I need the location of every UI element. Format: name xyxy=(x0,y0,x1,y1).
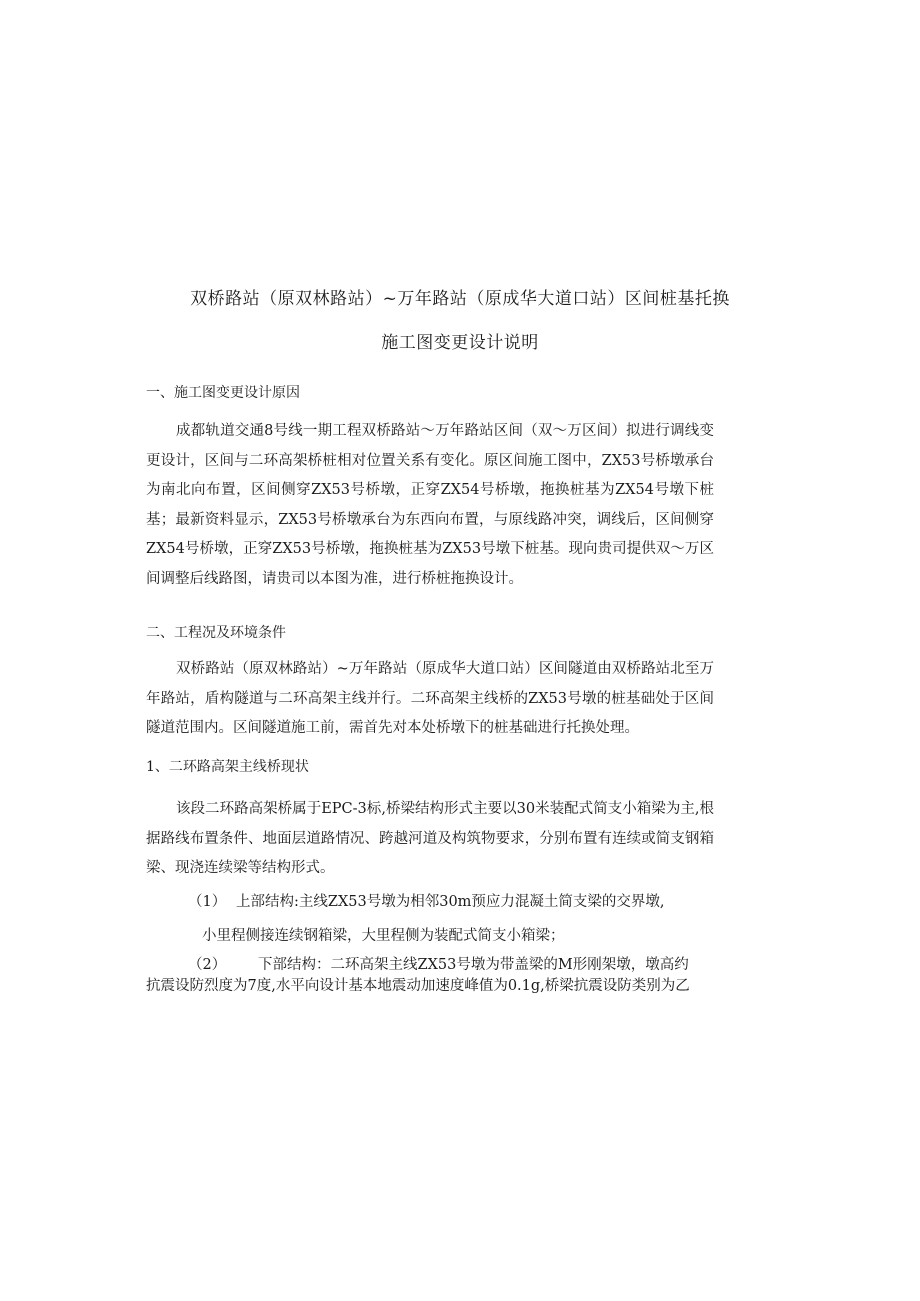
section-1-paragraph: 成都轨道交通8号线一期工程双桥路站～万年路站区间（双～万区间）拟进行调线变更设计，区间与二环高架桥桩相对位置关系有变化。原区间施工图中，ZX53号桥墩承台为南北向布置，区间侧穿ZX53号桥墩，正穿ZX54号桥墩，拖换桩基为ZX54号墩下桩基；最新资料显示，ZX53号桥墩承台为东西向布置，与原线路冲突，调线后，区间侧穿ZX54号桥墩，正穿ZX53号桥墩，拖换桩基为ZX53号墩下桩基。现向贵司提供双～万区间调整后线路图，请贵司以本图为准，进行桥桩拖换设计。 xyxy=(146,423,714,587)
section-1-heading: 一、施工图变更设计原因 xyxy=(146,385,300,401)
section-2-paragraph: 双桥路站（原双林路站）~万年路站（原成华大道口站）区间隧道由双桥路站北至万年路站，盾构隧道与二环高架主线并行。二环高架主线桥的ZX53号墩的桩基础处于区间隧道范围内。区间隧道施工前，需首先对本处桥墩下的桩基础进行托换处理。 xyxy=(146,661,714,736)
subsection-1-heading: 1、二环路高架主线桥现状 xyxy=(146,759,309,775)
document-title-line-2: 施工图变更设计说明 xyxy=(381,333,539,353)
list-item-2-marker: （2） xyxy=(188,957,227,973)
document-title-line-1: 双桥路站（原双林路站）~万年路站（原成华大道口站）区间桩基托换 xyxy=(190,289,730,309)
subsection-1-paragraph: 该段二环路高架桥属于EPC-3标,桥梁结构形式主要以30米装配式简支小箱梁为主,根据路线布置条件、地面层道路情况、跨越河道及构筑物要求，分别布置有连续或简支钢箱梁、现浇连续梁等结构形式。 xyxy=(146,801,714,876)
list-item-1-marker: （1） xyxy=(188,894,227,910)
list-item-1-continuation: 小里程侧接连续钢箱梁，大里程侧为装配式简支小箱梁； xyxy=(202,928,565,944)
section-2-heading: 二、工程况及环境条件 xyxy=(146,625,286,641)
list-item-2-text: 下部结构：二环高架主线ZX53号墩为带盖梁的M形刚架墩，墩高约 xyxy=(258,957,689,973)
last-text-line: 抗震设防烈度为7度,水平向设计基本地震动加速度峰值为0.1g,桥梁抗震设防类别为乙 xyxy=(146,978,690,994)
list-item-1-text: 上部结构:主线ZX53号墩为相邻30m预应力混凝土简支梁的交界墩, xyxy=(236,894,665,910)
